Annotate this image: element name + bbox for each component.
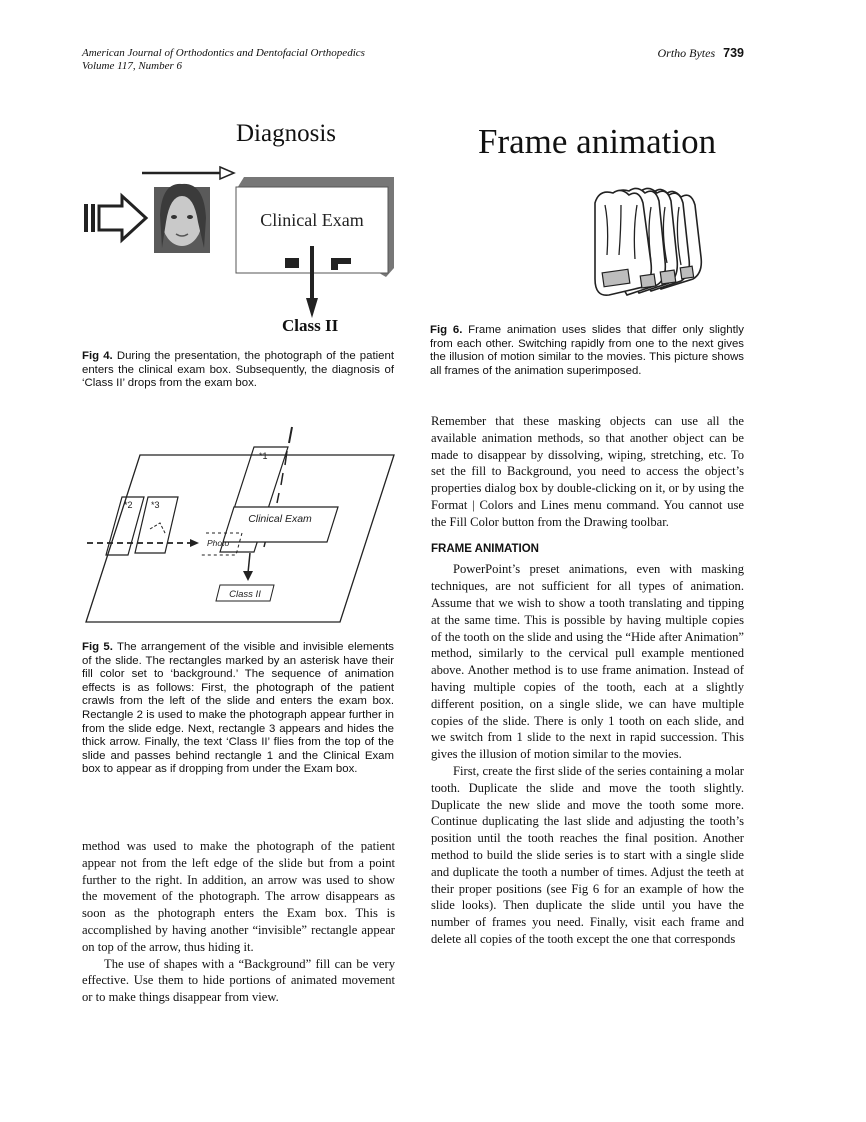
fig4-diagram	[82, 160, 402, 345]
clinical-exam-box	[236, 177, 394, 277]
rect-1-label: *1	[259, 451, 268, 461]
fig5-diagram	[82, 425, 402, 630]
rect-3-label: *3	[151, 500, 160, 510]
right-body-p1: Remember that these masking objects can use all the available animation methods, so that another object can be made to disappear by dissolving, wiping, stretching, etc. To set the fill to Background, you need to access the object’s properties dialog box by double-clicking on it, or by using the Format | Colors and Lines menu command. You cannot use the Fill Color button from the Drawing toolbar.	[431, 414, 744, 529]
page-number: 739	[723, 46, 744, 60]
fig4-title: Diagnosis	[236, 120, 336, 147]
fig6-caption	[430, 324, 744, 378]
motion-arrow	[142, 167, 234, 179]
fig5-caption	[82, 641, 394, 777]
left-body-p1: method was used to make the photograph of the patient appear not from the left edge of the slide but from a point further to the right. In addition, an arrow was used to show the movement of the photograph. The arrow disappears as soon as the photograph enters the Exam box. This is accomplished by having another “invisible” rectangle appear on top of the arrow, thus hiding it.	[82, 839, 395, 954]
fig4-outline-arrow	[84, 196, 146, 240]
journal-header	[82, 47, 365, 73]
right-body-p3: First, create the first slide of the series containing a molar tooth. Duplicate the slide and move the tooth slightly. Duplicate the new slide and move the tooth some more. Continue duplicating the last slide and adjusting the tooth’s position until the tooth reaches the final position. Another method to build the slide series is to start with a single slide and duplicate the tooth a number of times. Adjust the teeth at their proper positions (see Fig 6 for an example of how the slide looks). Then duplicate the slide until you have the number of frames you need. Finally, visit each frame and delete all copies of the tooth except the one that corresponds	[431, 763, 744, 946]
section-heading-frame-animation: FRAME ANIMATION	[431, 542, 539, 555]
journal-volume: Volume 117, Number 6	[82, 60, 183, 72]
left-body	[82, 838, 395, 1006]
superimposed-teeth	[595, 188, 701, 295]
fig5-exam-label: Clinical Exam	[248, 513, 312, 525]
fig4-caption	[82, 350, 394, 391]
clinical-exam-label: Clinical Exam	[260, 210, 364, 230]
fig5-caption-label: Fig 5.	[82, 641, 113, 653]
journal-title: American Journal of Orthodontics and Dentofacial Orthopedics	[82, 47, 365, 59]
fig4-result-label: Class II	[282, 316, 339, 335]
fig4-block-left	[285, 258, 299, 268]
fig5-caption-text: The arrangement of the visible and invisible elements of the slide. The rectangles marked by an asterisk have their fill color set to ‘background.’ The sequence of animation effects is as follows: First, the photograph of the patient crawls from the left of the slide and enters the exam box. Rectangle 2 is used to make the photograph appear further in from the slide edge. Next, rectangle 3 appears and hides the thick arrow. Finally, the text ‘Class II’ flies from the top of the slide and passes behind rectangle 1 and the Clinical Exam box to appear as if dropping from under the Exam box.	[82, 641, 394, 776]
fig5-classii-label: Class II	[229, 589, 261, 600]
fig5-photo-label: Photo	[207, 538, 230, 548]
fig4-caption-label: Fig 4.	[82, 350, 113, 362]
fig6-title: Frame animation	[478, 122, 717, 161]
right-body-p2: PowerPoint’s preset animations, even with masking techniques, are not sufficient for all types of animation. Assume that we wish to show a tooth translating and tipping at the same time. This is possible by having multiple copies of the tooth on the slide and using the “Hide after Animation” method, similarly to the cervical pull example mentioned above. Another method is to use frame animation. Instead of having multiple copies of the tooth, each at a slightly different position, on a single slide, we can have multiple copies of the slide. There is only 1 tooth on each slide, and we switch from 1 slide to the next in rapid succession. This gives the illusion of motion similar to the movies.	[431, 562, 744, 762]
left-body-p2: The use of shapes with a “Background” fill can be very effective. Use them to hide portions of animated movement or to make things disappear from view.	[82, 956, 395, 1005]
fig6-caption-text: Frame animation uses slides that differ only slightly from each other. Switching rapidly from one to the next gives the illusion of motion similar to the movies. This picture shows all frames of the animation superimposed.	[430, 324, 744, 377]
rect-2-label: *2	[124, 500, 133, 510]
fig4-caption-text: During the presentation, the photograph of the patient enters the clinical exam box. Subsequently, the diagnosis of ‘Class II’ drops from the exam box.	[82, 350, 394, 390]
fig6-caption-label: Fig 6.	[430, 324, 463, 336]
section-name: Ortho Bytes	[657, 46, 716, 60]
page-header-right	[657, 46, 744, 61]
thick-arrow-hidden	[150, 523, 166, 535]
patient-photo	[154, 184, 210, 253]
fig6-teeth-drawing	[585, 185, 715, 310]
right-body	[431, 413, 744, 948]
